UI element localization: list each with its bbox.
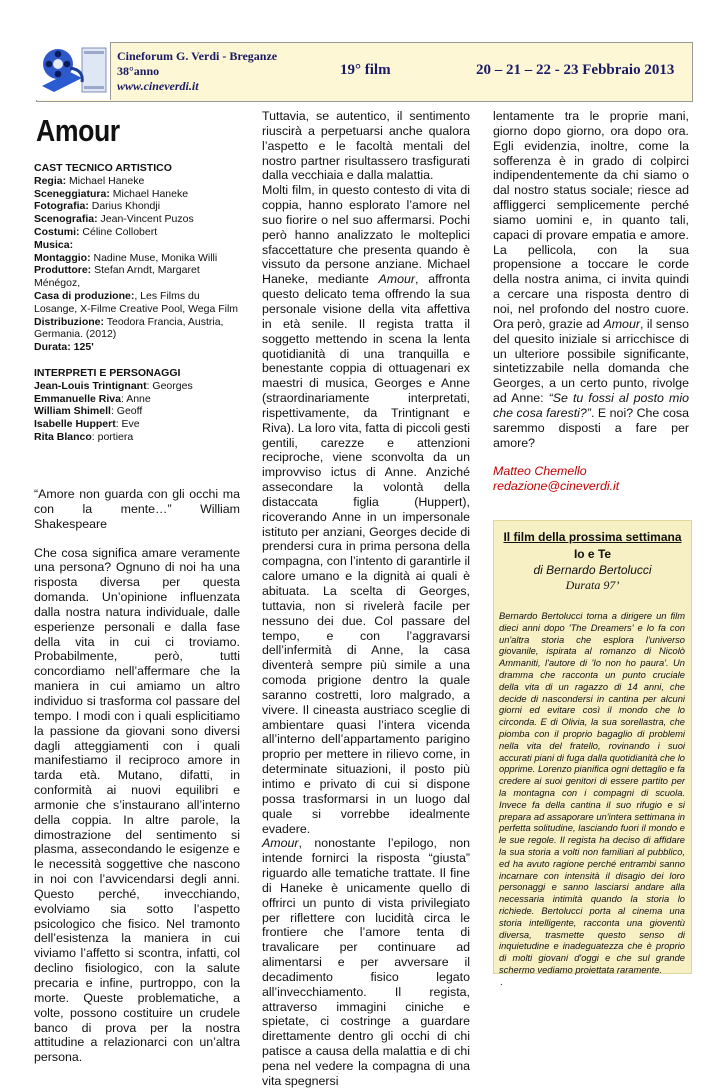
interprete-item: Rita Blanco: portiera — [34, 430, 134, 443]
film-reel-logo-icon — [36, 42, 111, 100]
article-paragraph: lentamente tra le proprie mani, giorno dopo giorno, ora dopo ora. Egli evidenzia, inoltre, come la sofferenza è in grado di colpirci indipendentemente da chi siamo o dal nostro status sociale; riesce ad affliggerci semplicemente perché siamo uomini e, in quanto tali, capaci di provare empatia e amore. La pellicola, con la sua propensione a toccare le corde della nostra anima, ci invita quindi a cercare una risposta dentro di noi, nel profondo del nostro cuore. Ora però, grazie ad Amour, il senso del quesito iniziale si arricchisce di un ulteriore possibile significante, sintetizzabile nella domanda che Georges, a un certo punto, rivolge ad Anne: “Se tu fossi al posto mio che cosa faresti?”. E noi? Che cosa saremmo disposti a fare per amore? — [493, 109, 690, 450]
article-paragraph: Amour, nonostante l’epilogo, non intende fornirci la risposta “giusta” riguardo alle tematiche trattate. Il fine di Haneke è unicamente quello di offrirci un punto di vista privilegiato per riflettere con lucidità circa le frontiere che l’amore tenta di travalicare per continuare ad alimentarsi e per avversare il decadimento fisico legato all’invecchiamento. Il regista, attraverso immagini ciniche e spietate, ci costringe a guardare direttamente dentro gli occhi di chi patisce a causa della malattia e di chi pena nel vedere la compagna di una vita spegnersi — [262, 836, 470, 1088]
next-week-title: Io e Te — [573, 547, 612, 561]
cast-item: Scenografia: Jean-Vincent Puzos — [34, 213, 194, 226]
cast-item: Musica: — [34, 238, 74, 251]
interprete-item: Jean-Louis Trintignant: Georges — [34, 379, 193, 392]
author-signature — [493, 464, 689, 494]
org-website[interactable]: www.cineverdi.it — [117, 79, 199, 93]
trailing-dot: . — [500, 976, 503, 988]
page-title: Amour — [36, 113, 120, 148]
cast-heading: CAST TECNICO ARTISTICO — [34, 162, 172, 174]
next-week-heading: Il film della prossima settimana — [503, 530, 682, 544]
cast-item: Durata: 125' — [34, 341, 94, 354]
header-info — [117, 49, 277, 94]
cast-item: Fotografia: Darius Khondji — [34, 200, 161, 213]
author-name: Matteo Chemello — [493, 464, 587, 479]
screening-dates: 20 – 21 – 22 - 23 Febbraio 2013 — [476, 62, 675, 78]
cast-item: Produttore: Stefan Arndt, Margaret Ménégoz, — [34, 264, 200, 290]
article-paragraph: Tuttavia, se autentico, il sentimento riuscirà a perpetuarsi anche qualora l’aspetto e le facoltà mentali del nostro partner risultassero trasfigurati dalla vecchiaia e dalla malattia. — [262, 109, 470, 183]
author-email[interactable]: redazione@cineverdi.it — [493, 479, 620, 494]
article-paragraph: Che cosa significa amare veramente una persona? Ognuno di noi ha una risposta diversa per questa domanda. Un’opinione influenzata dalla nostra natura individuale, dalle esperienze personali e dalla fase della vita in cui ci troviamo. Probabilmente, però, tutti concordiamo nell’affermare che la maniera in cui amiamo un altro individuo si trasforma col passare del tempo. I modi con i quali esplicitiamo la passione da giovani sono diversi dagli atteggiamenti con i quali manifestiamo il reciproco amore in tarda età. Mutano, difatti, in conformità ai nuovi equilibri e armonie che s’instaurano all’interno della coppia. In altre parole, la dimostrazione del sentimento si plasma, assecondando le esigenze e le necessità soggettive che nascono in noi con l’avvicendarsi degli anni. Questo perché, invecchiando, evolviamo sia sotto l’aspetto psicologico che fisico. Nel tramonto dell’esistenza la maniera in cui viviamo l’affetto si scontra, infatti, col declino fisiologico, con la salute precaria e infine, purtroppo, con la morte. Queste problematiche, a volte, possono costituire un crudele banco di prova per la nostra attitudine a relazionarci con un’altra persona. — [34, 545, 240, 1065]
next-week-synopsis: Bernardo Bertolucci torna a dirigere un film dieci anni dopo 'The Dreamers' e lo fa con un'altra storia che esplora l'universo giovanile, ispirata al romanzo di Nicolò Ammaniti, l'autore di 'Io non ho paura'. Un dramma che racconta un punto cruciale della vita di un ragazzo di 14 anni, che decide di nascondersi in cantina per alcuni giorni ed evitare così il mondo che lo circonda. E di Olivia, la sua sorellastra, che piomba con il proprio bagaglio di problemi nella vita del fratello, rovinando i suoi accurati piani di fuga dalla quotidianità che lo opprime. Lorenzo pianifica ogni dettaglio e fa credere ai suoi genitori di essere partito per la montagna con i compagni di scuola. Invece fa della cantina il suo rifugio e si prepara ad assaporare un'intera settimana in perfetta solitudine, lasciando fuori il mondo e le sue regole. Il regista ha deciso di affidare la sua storia a volti non familiari al pubblico, ed ha avuto ragione perché entrambi sanno incarnare con intensità il disagio dei loro personaggi e sanno lasciarsi andare alla necessaria intimità quando la storia lo richiede. Bertolucci porta al cinema una storia intelligente, racconta una gioventù diversa, trasmette questo senso di inquietudine e inadeguatezza che è proprio di molti giovani d'oggi e che sul grande schermo vediamo proiettata raramente. — [499, 611, 685, 975]
film-number: 19° film — [340, 62, 391, 78]
interprete-item: William Shimell: Geoff — [34, 405, 143, 418]
interprete-item: Emmanuelle Riva: Anne — [34, 392, 151, 405]
next-week-director: di Bernardo Bertolucci — [533, 563, 652, 577]
org-name: Cineforum G. Verdi - Breganze — [117, 49, 278, 63]
next-week-duration: Durata 97’ — [565, 578, 620, 592]
org-year: 38°anno — [117, 64, 160, 78]
cast-item: Sceneggiatura: Michael Haneke — [34, 187, 189, 200]
interpreti-heading: INTERPRETI E PERSONAGGI — [34, 366, 181, 379]
cast-section — [34, 162, 244, 444]
cast-item: Costumi: Céline Collobert — [34, 225, 158, 238]
interprete-item: Isabelle Huppert: Eve — [34, 418, 140, 431]
cast-item: Casa di produzione:, Les Films du Losange, X-Filme Creative Pool, Wega Film — [34, 289, 239, 315]
shakespeare-quote: “Amore non guarda con gli occhi ma con la mente…” William Shakespeare — [34, 487, 240, 531]
article-column-2 — [262, 109, 470, 1089]
cast-item: Distribuzione: Teodora Francia, Austria, Germania. (2012) — [34, 315, 224, 341]
article-column-1 — [34, 487, 240, 1065]
next-week-box — [493, 520, 692, 988]
article-paragraph: Molti film, in questo contesto di vita di coppia, hanno esplorato l’amore nel suo fiorire o nel suo affermarsi. Pochi però hanno analizzato le molteplici sfaccettature che presenta quando è vissuto da persone anziane. Michael Haneke, mediante Amour, affronta questo delicato tema offrendo la sua personale visione della vita affettiva in età senile. Il regista tratta il soggetto mettendo in scena la lenta quotidianità di una tranquilla e benestante coppia di ottuagenari ex maestri di musica, Georges e Anne (straordinariamente interpretati, rispettivamente, da Trintignant e Riva). La loro vita, fatta di piccoli gesti gentili, carezze e attenzioni reciproche, viene sconvolta da un improvviso ictus di Anne. Anziché assecondare la volontà della distaccata figlia (Huppert), ricoverando Anne in un impersonale istituto per anziani, Georges decide di prendersi cura in prima persona della compagna, con l’intento di garantirle il calore umano e la dignità ai quali è abituata. La scelta di Georges, tuttavia, non si rivelerà facile per nessuno dei due. Col passare del tempo, e con l’aggravarsi dell’infermità di Anne, la casa diventerà sempre più simile a una comoda prigione dentro la quale saranno costretti, loro malgrado, a vivere. Il cineasta austriaco sceglie di ambientare quasi l’intera vicenda all’interno dell’appartamento parigino proprio per mettere in rilievo come, in determinate situazioni, il posto più intimo e privato di cui si dispone possa trasformarsi in un luogo dal quale si vorrebbe idealmente evadere. — [262, 183, 471, 836]
article-column-3 — [493, 109, 689, 494]
cast-item: Montaggio: Nadine Muse, Monika Willi — [34, 251, 218, 264]
cast-item: Regia: Michael Haneke — [34, 174, 145, 187]
